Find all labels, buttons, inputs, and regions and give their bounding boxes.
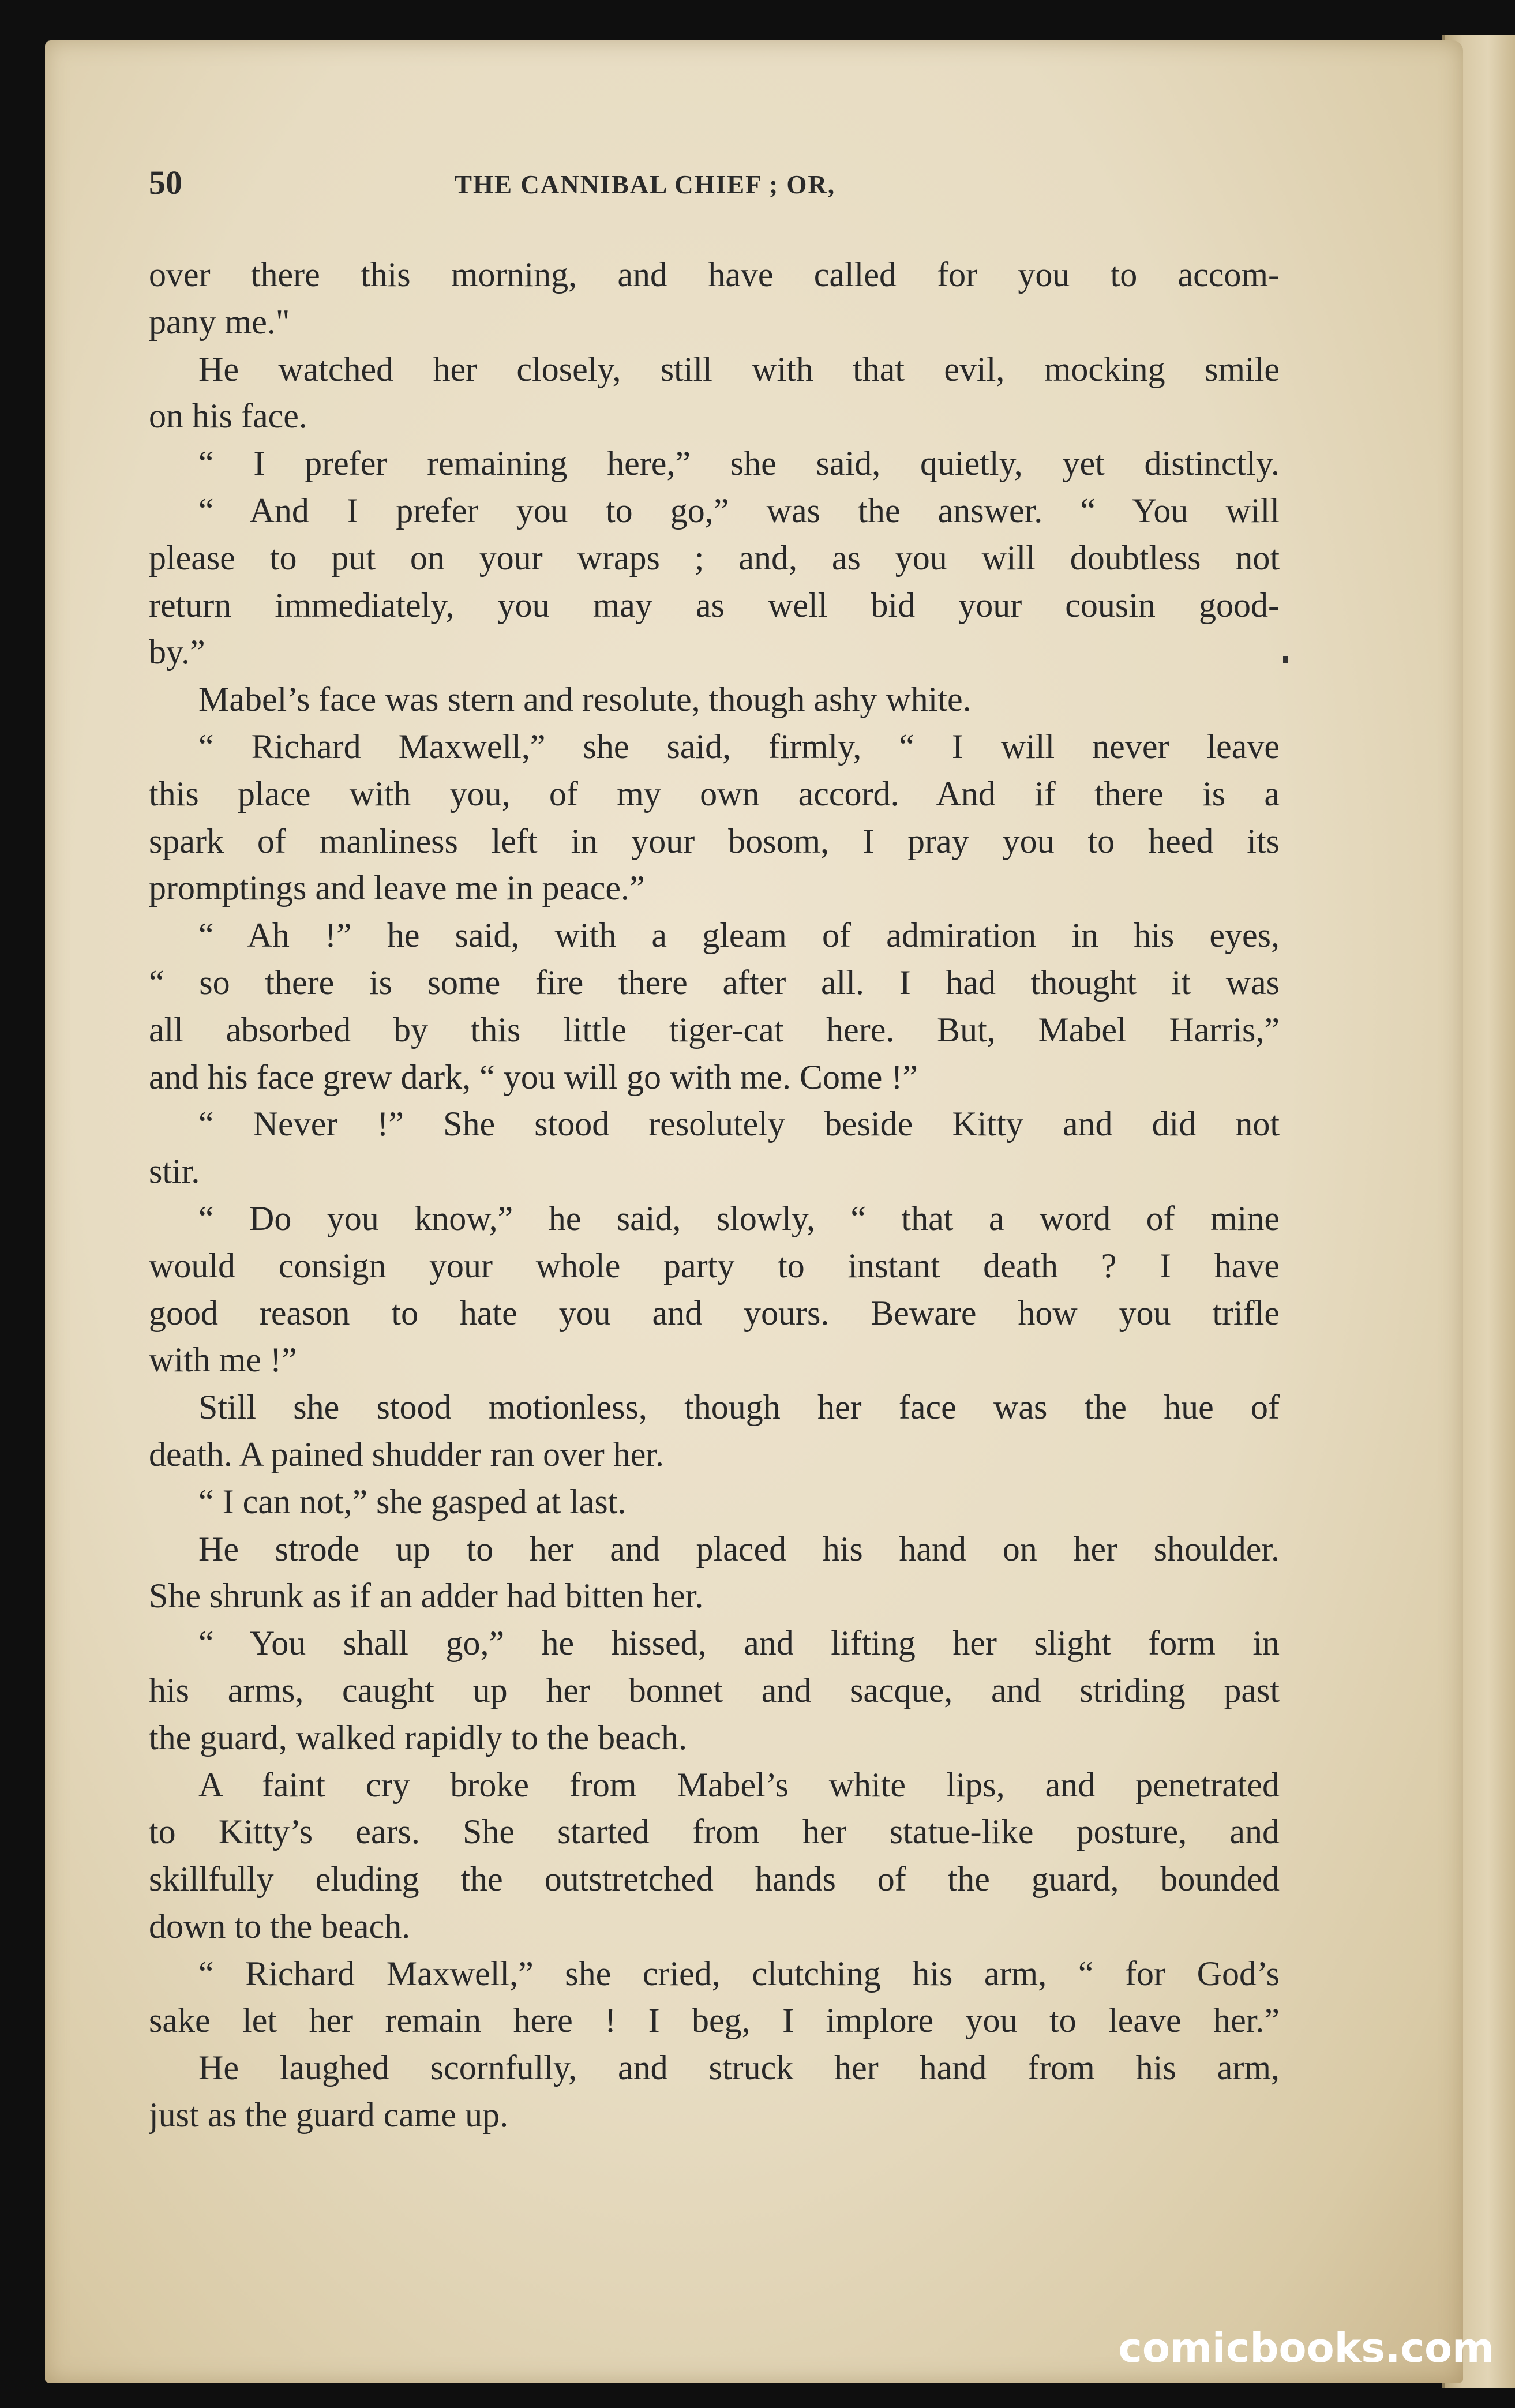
- running-title: THE CANNIBAL CHIEF ; OR,: [455, 170, 836, 199]
- stray-ink-mark: [1283, 656, 1288, 663]
- text-line: return immediately, you may as well bid your cousin good-: [149, 586, 1280, 624]
- body-text: [149, 252, 1280, 2139]
- text-line: the guard, walked rapidly to the beach.: [149, 1718, 687, 1757]
- text-line: skillfully eluding the outstretched hands of the guard, bounded: [149, 1860, 1280, 1899]
- text-line: with me !”: [149, 1341, 297, 1379]
- text-line: “ Never !” She stood resolutely beside Kitty and did not: [198, 1105, 1280, 1143]
- text-line: down to the beach.: [149, 1907, 411, 1945]
- text-line: He strode up to her and placed his hand on her shoulder.: [198, 1529, 1280, 1568]
- text-line: good reason to hate you and yours. Beware how you trifle: [149, 1293, 1280, 1332]
- text-line: He watched her closely, still with that evil, mocking smile: [198, 350, 1280, 388]
- text-line: by.”: [149, 633, 205, 672]
- watermark: comicbooks.com: [1118, 2324, 1494, 2372]
- text-line: spark of manliness left in your bosom, I pray you to heed its: [149, 822, 1280, 860]
- text-line: death. A pained shudder ran over her.: [149, 1435, 665, 1473]
- text-line: A faint cry broke from Mabel’s white lips, and penetrated: [198, 1765, 1280, 1804]
- text-line: “ Do you know,” he said, slowly, “ that a word of mine: [198, 1199, 1280, 1237]
- text-line: would consign your whole party to instant death ? I have: [149, 1246, 1280, 1285]
- text-line: pany me.": [149, 302, 290, 341]
- text-line: promptings and leave me in peace.”: [149, 869, 645, 907]
- text-line: He laughed scornfully, and struck her hand from his arm,: [198, 2049, 1280, 2087]
- text-line: and his face grew dark, “ you will go with me. Come !”: [149, 1057, 918, 1096]
- text-line: “ And I prefer you to go,” was the answer. “ You will: [198, 491, 1280, 530]
- text-line: “ I prefer remaining here,” she said, quietly, yet distinctly.: [198, 444, 1280, 483]
- text-line: on his face.: [149, 397, 308, 436]
- text-line: “ Richard Maxwell,” she cried, clutching his arm, “ for God’s: [198, 1954, 1280, 1993]
- text-line: “ Ah !” he said, with a gleam of admiration in his eyes,: [198, 916, 1280, 955]
- text-line: “ so there is some fire there after all. I had thought it was: [149, 963, 1280, 1002]
- text-line: over there this morning, and have called for you to accom-: [149, 256, 1280, 294]
- text-line: please to put on your wraps ; and, as you will doubtless not: [149, 538, 1280, 577]
- text-line: She shrunk as if an adder had bitten her.: [149, 1577, 704, 1615]
- text-line: “ You shall go,” he hissed, and lifting her slight form in: [198, 1624, 1280, 1663]
- text-line: all absorbed by this little tiger-cat here. But, Mabel Harris,”: [149, 1010, 1280, 1049]
- text-line: Still she stood motionless, though her face was the hue of: [198, 1388, 1280, 1427]
- text-line: stir.: [149, 1152, 200, 1191]
- text-line: to Kitty’s ears. She started from her statue-like posture, and: [149, 1813, 1280, 1851]
- text-line: Mabel’s face was stern and resolute, though ashy white.: [198, 680, 972, 719]
- text-line: just as the guard came up.: [149, 2096, 509, 2135]
- text-line: this place with you, of my own accord. And if there is a: [149, 774, 1280, 813]
- text-line: “ Richard Maxwell,” she said, firmly, “ I will never leave: [198, 727, 1280, 766]
- text-line: his arms, caught up her bonnet and sacque, and striding past: [149, 1671, 1280, 1709]
- page-number: 50: [149, 164, 182, 201]
- text-line: “ I can not,” she gasped at last.: [198, 1482, 627, 1521]
- running-head: [149, 163, 1280, 203]
- text-line: sake let her remain here ! I beg, I implore you to leave her.”: [149, 2001, 1280, 2040]
